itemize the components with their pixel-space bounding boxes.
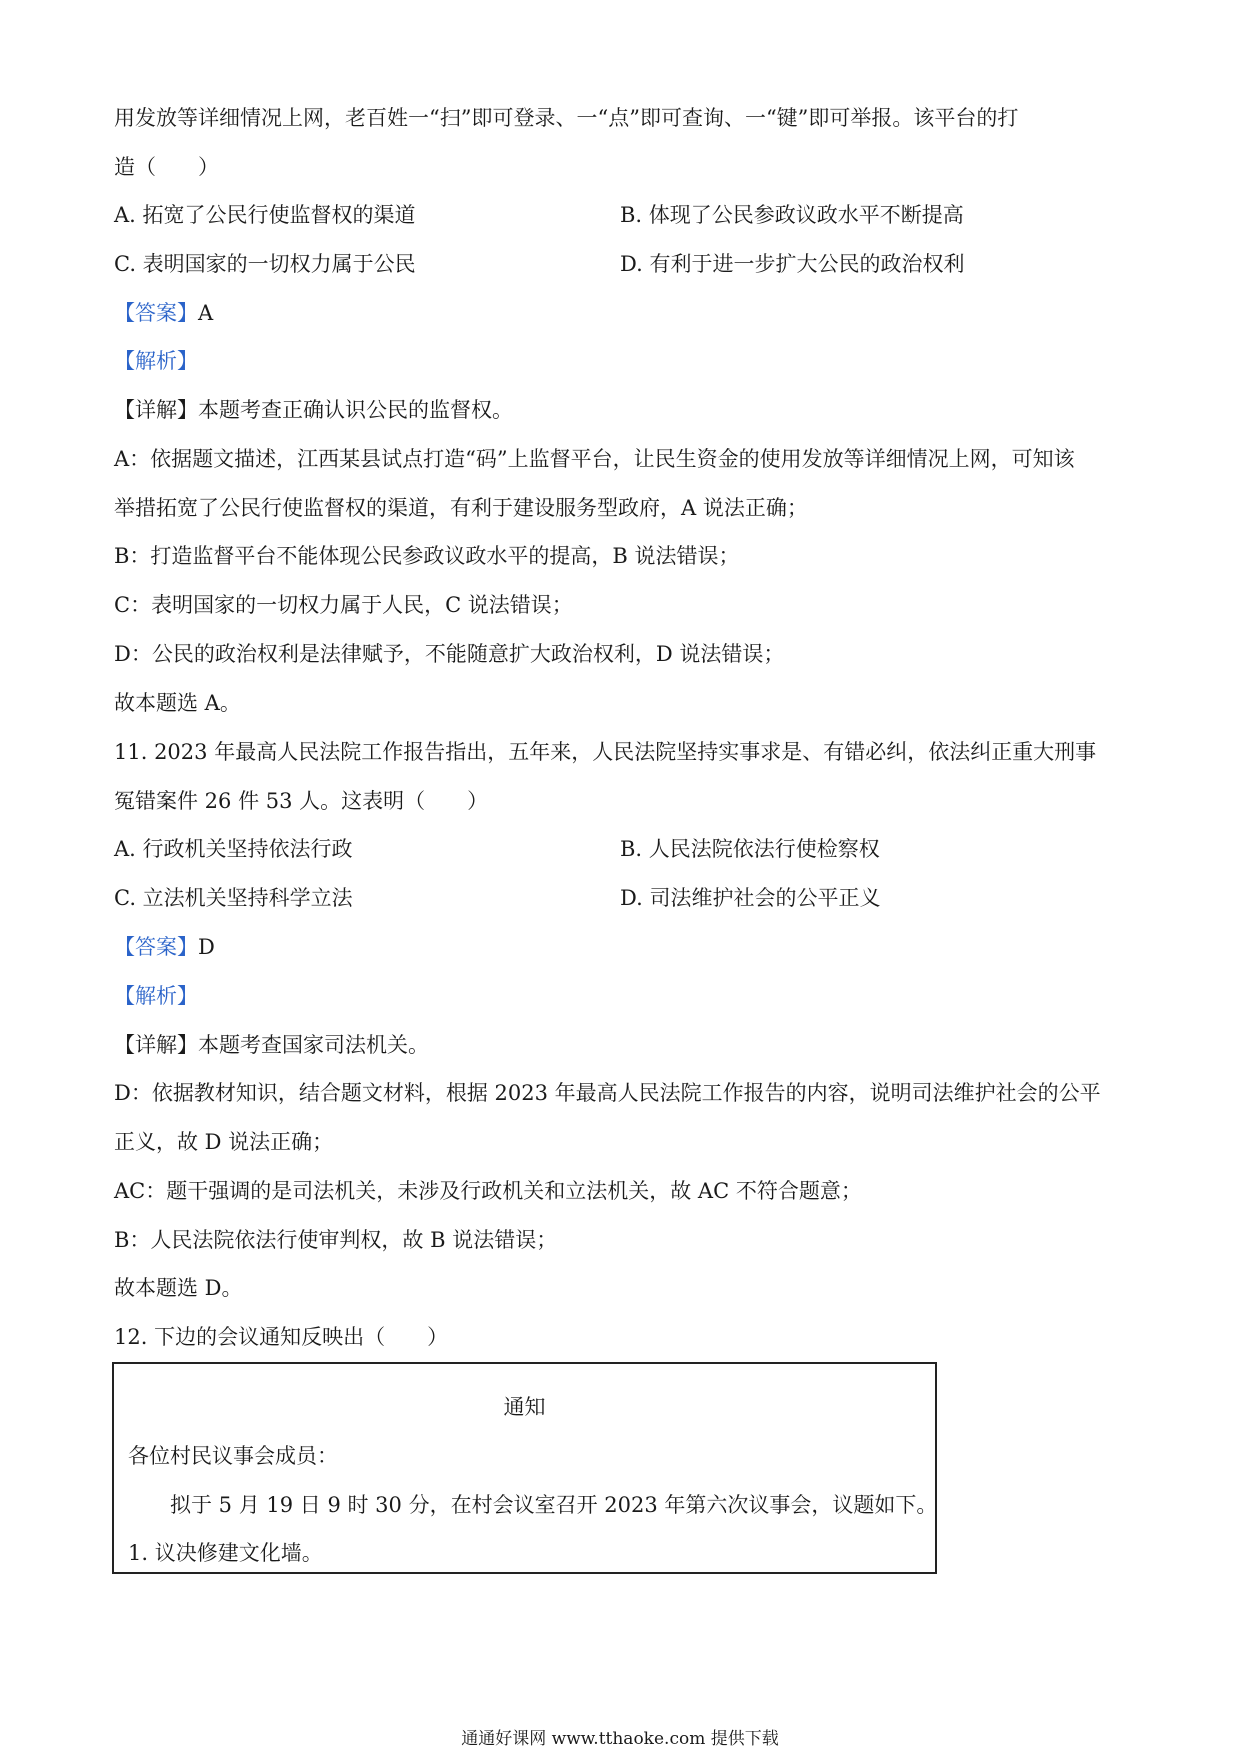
q11-conclusion: 故本题选 D。 [114, 1276, 243, 1300]
page-footer: 通通好课网 www.tthaoke.com 提供下载 [461, 1729, 779, 1749]
notice-item: 1. 议决修建文化墙。 [128, 1541, 323, 1565]
q10-stem-line1: 用发放等详细情况上网，老百姓一“扫”即可登录、一“点”即可查询、一“键”即可举报。该平台的打 [114, 106, 1019, 130]
q10-option-a: A. 拓宽了公民行使监督权的渠道 [114, 203, 416, 227]
q10-analysis-tag: 【解析】 [114, 349, 198, 373]
q11-stem-line2: 冤错案件 26 件 53 人。这表明（ ） [114, 789, 489, 813]
q11-option-a: A. 行政机关坚持依法行政 [114, 837, 353, 861]
q10-option-b: B. 体现了公民参政议政水平不断提高 [620, 203, 964, 227]
q10-option-d: D. 有利于进一步扩大公民的政治权利 [620, 252, 965, 276]
q11-explanation-line: AC：题干强调的是司法机关，未涉及行政机关和立法机关，故 AC 不符合题意； [114, 1179, 862, 1203]
q10-explanation-line: D：公民的政治权利是法律赋予，不能随意扩大政治权利，D 说法错误； [114, 642, 785, 666]
q10-explanation-line: 举措拓宽了公民行使监督权的渠道，有利于建设服务型政府，A 说法正确； [114, 496, 808, 520]
q10-option-c: C. 表明国家的一切权力属于公民 [114, 252, 416, 276]
q12-stem: 12. 下边的会议通知反映出（ ） [114, 1325, 449, 1349]
q10-explanation-line: B：打造监督平台不能体现公民参政议政水平的提高，B 说法错误； [114, 544, 740, 568]
notice-box [112, 1362, 937, 1574]
detail-tag: 【详解】 [114, 1033, 198, 1057]
q11-option-d: D. 司法维护社会的公平正义 [620, 886, 881, 910]
q11-explanation-line: B：人民法院依法行使审判权，故 B 说法错误； [114, 1228, 558, 1252]
q10-explanation-line: C：表明国家的一切权力属于人民，C 说法错误； [114, 593, 573, 617]
q10-detail [114, 395, 1134, 425]
q11-detail [114, 1030, 1134, 1060]
q11-explanation-line: D：依据教材知识，结合题文材料，根据 2023 年最高人民法院工作报告的内容，说明司法维护社会的公平 [114, 1081, 1101, 1105]
q10-explanation-line: A：依据题文描述，江西某县试点打造“码”上监督平台，让民生资金的使用发放等详细情况上网，可知该 [114, 447, 1075, 471]
answer-tag: 【答案】 [114, 301, 198, 325]
q11-option-b: B. 人民法院依法行使检察权 [620, 837, 880, 861]
notice-greeting: 各位村民议事会成员： [128, 1444, 338, 1468]
notice-title: 通知 [503, 1395, 546, 1419]
notice-body: 拟于 5 月 19 日 9 时 30 分，在村会议室召开 2023 年第六次议事会，议题如下。 [170, 1493, 938, 1517]
answer-value: A [198, 301, 214, 325]
q10-conclusion: 故本题选 A。 [114, 691, 241, 715]
q10-answer [114, 298, 1134, 328]
q11-explanation-line: 正义，故 D 说法正确； [114, 1130, 334, 1154]
answer-value: D [198, 935, 215, 959]
detail-text: 本题考查国家司法机关。 [198, 1033, 429, 1057]
detail-text: 本题考查正确认识公民的监督权。 [198, 398, 513, 422]
q10-stem-line2: 造（ ） [114, 155, 219, 179]
detail-tag: 【详解】 [114, 398, 198, 422]
q11-analysis-tag: 【解析】 [114, 984, 198, 1008]
q11-option-c: C. 立法机关坚持科学立法 [114, 886, 353, 910]
q11-stem-line1: 11. 2023 年最高人民法院工作报告指出，五年来，人民法院坚持实事求是、有错必纠，依法纠正重大刑事 [114, 740, 1097, 764]
q11-answer [114, 932, 1134, 962]
answer-tag: 【答案】 [114, 935, 198, 959]
